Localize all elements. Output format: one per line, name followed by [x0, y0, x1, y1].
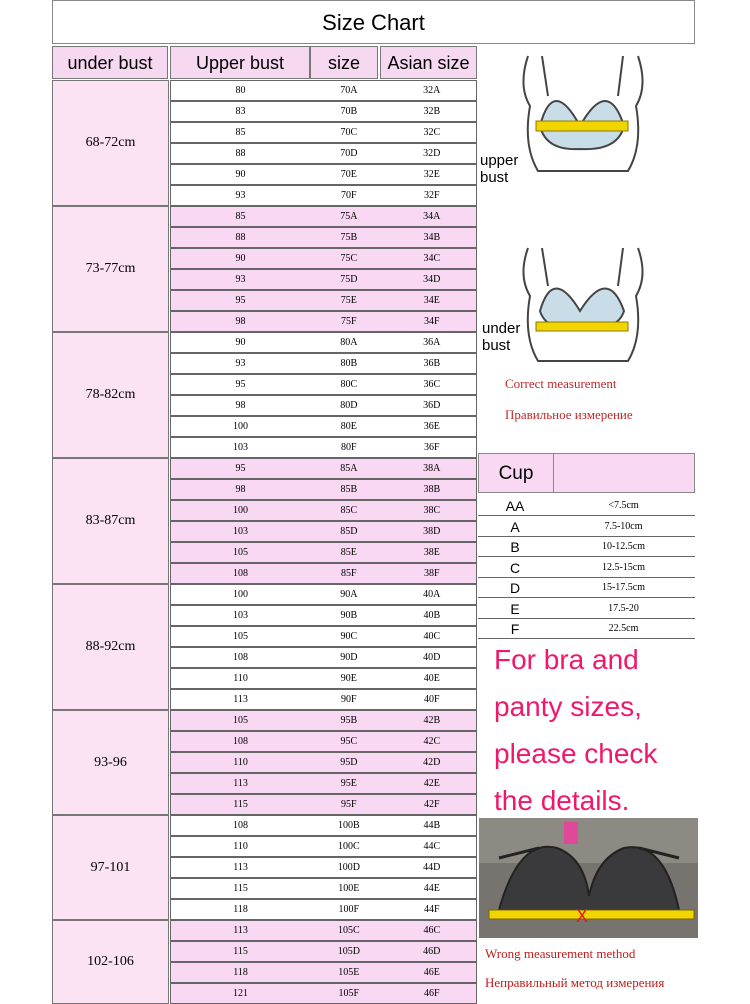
upper-bust-cell: 95 [235, 379, 246, 390]
upper-bust-cell: 115 [233, 883, 248, 894]
size-cell: 95D [340, 757, 358, 768]
size-cell: 70A [340, 85, 358, 96]
correct-measurement-ru: Правильное измерение [505, 407, 633, 422]
asian-size-cell: 32E [423, 169, 440, 180]
size-cell: 90F [341, 694, 357, 705]
under-bust-group: 78-82cm [52, 332, 169, 458]
table-row [170, 920, 477, 941]
asian-size-cell: 36B [423, 358, 441, 369]
cup-row [478, 496, 695, 516]
table-row [170, 101, 477, 122]
size-cell: 70D [340, 148, 358, 159]
size-cell: 80A [340, 337, 358, 348]
size-cell: 75C [340, 253, 358, 264]
size-cell: 85E [340, 547, 357, 558]
asian-size-cell: 32C [423, 127, 441, 138]
table-row [170, 164, 477, 185]
size-cell: 80F [341, 442, 357, 453]
size-cell: 100D [337, 862, 360, 873]
table-row [170, 752, 477, 773]
table-row [170, 983, 477, 1004]
table-row [170, 647, 477, 668]
asian-size-cell: 46C [423, 925, 441, 936]
upper-bust-cell: 93 [235, 190, 246, 201]
upper-bust-cell: 103 [233, 610, 249, 621]
cup-letter: D [509, 580, 521, 596]
asian-size-cell: 32D [423, 148, 441, 159]
asian-size-cell: 42C [423, 736, 441, 747]
table-row [170, 815, 477, 836]
size-cell: 75A [340, 211, 358, 222]
asian-size-cell: 36D [423, 400, 441, 411]
table-row [170, 857, 477, 878]
asian-size-cell: 38F [424, 568, 440, 579]
header-under-bust: under bust [52, 46, 168, 79]
table-row [170, 374, 477, 395]
size-cell: 85F [341, 568, 357, 579]
wrong-measurement-en: Wrong measurement method [485, 946, 636, 961]
table-row [170, 80, 477, 101]
upper-bust-cell: 121 [233, 988, 249, 999]
bra-photo-icon [479, 818, 698, 938]
size-cell: 85A [340, 463, 358, 474]
asian-size-cell: 38C [423, 505, 441, 516]
correct-measurement-en: Correct measurement [505, 376, 617, 391]
asian-size-cell: 42B [423, 715, 441, 726]
upper-bust-cell: 93 [235, 358, 246, 369]
upper-bust-cell: 88 [235, 148, 246, 159]
size-cell: 85B [340, 484, 358, 495]
under-bust-group: 93-96 [52, 710, 169, 815]
upper-bust-cell: 105 [233, 631, 249, 642]
size-cell: 90A [340, 589, 358, 600]
cup-difference: 15-17.5cm [601, 582, 646, 593]
table-row [170, 311, 477, 332]
size-cell: 85C [340, 505, 358, 516]
asian-size-cell: 40E [423, 673, 440, 684]
size-cell: 75E [340, 295, 357, 306]
table-row [170, 941, 477, 962]
table-row [170, 542, 477, 563]
size-cell: 70B [340, 106, 358, 117]
table-row [170, 227, 477, 248]
asian-size-cell: 36E [423, 421, 440, 432]
cup-difference: 7.5-10cm [604, 520, 643, 532]
upper-bust-cell: 113 [233, 694, 248, 705]
table-row [170, 290, 477, 311]
cup-row [478, 558, 695, 578]
asian-size-cell: 46E [423, 967, 440, 978]
asian-size-cell: 44D [423, 862, 441, 873]
asian-size-cell: 34E [423, 295, 440, 306]
upper-bust-cell: 98 [235, 484, 246, 495]
under-bust-group: 83-87cm [52, 458, 169, 584]
table-row [170, 437, 477, 458]
table-row [170, 668, 477, 689]
upper-bust-cell: 118 [233, 967, 248, 978]
upper-bust-cell: 93 [235, 274, 246, 285]
asian-size-cell: 34F [424, 316, 440, 327]
under-bust-group: 102-106 [52, 920, 169, 1004]
table-row [170, 269, 477, 290]
asian-size-cell: 38E [423, 547, 440, 558]
table-row [170, 458, 477, 479]
asian-size-cell: 42D [423, 757, 441, 768]
upper-bust-cell: 110 [233, 757, 248, 768]
table-row [170, 479, 477, 500]
asian-size-cell: 36A [423, 337, 441, 348]
asian-size-cell: 40B [423, 610, 441, 621]
asian-size-cell: 32B [423, 106, 441, 117]
upper-bust-cell: 85 [235, 211, 246, 222]
asian-size-cell: 46F [424, 988, 440, 999]
table-row [170, 626, 477, 647]
table-row [170, 416, 477, 437]
cup-letter: A [510, 518, 520, 535]
asian-size-cell: 42F [424, 799, 440, 810]
wrong-mark: X [576, 906, 589, 926]
wrong-measurement-ru: Неправильный метод измерения [485, 975, 665, 990]
size-cell: 80E [340, 421, 357, 432]
asian-size-cell: 36C [423, 379, 441, 390]
cup-row [478, 578, 695, 598]
upper-bust-cell: 95 [235, 295, 246, 306]
size-cell: 90D [340, 652, 358, 663]
under-bust-group: 73-77cm [52, 206, 169, 332]
asian-size-cell: 36F [424, 442, 440, 453]
table-row [170, 332, 477, 353]
upper-bust-cell: 115 [233, 799, 248, 810]
asian-size-cell: 38D [423, 526, 441, 537]
upper-bust-cell: 103 [233, 526, 249, 537]
size-cell: 100F [338, 904, 360, 915]
size-cell: 100B [338, 820, 360, 831]
asian-size-cell: 46D [423, 946, 441, 957]
size-cell: 90B [340, 610, 358, 621]
asian-size-cell: 40C [423, 631, 441, 642]
table-row [170, 122, 477, 143]
upper-bust-cell: 95 [235, 463, 246, 474]
size-cell: 100E [338, 883, 360, 894]
table-row [170, 395, 477, 416]
upper-bust-cell: 85 [235, 127, 246, 138]
upper-bust-cell: 98 [235, 316, 246, 327]
under-bust-group: 88-92cm [52, 584, 169, 710]
size-cell: 85D [340, 526, 358, 537]
upper-bust-cell: 88 [235, 232, 246, 243]
asian-size-cell: 42E [423, 778, 440, 789]
cup-difference: 17.5-20 [608, 602, 639, 614]
upper-bust-cell: 113 [233, 778, 248, 789]
asian-size-cell: 40F [424, 694, 440, 705]
size-cell: 100C [338, 841, 360, 852]
upper-bust-cell: 110 [233, 673, 248, 684]
asian-size-cell: 44E [423, 883, 440, 894]
table-row [170, 143, 477, 164]
table-row [170, 962, 477, 983]
table-row [170, 836, 477, 857]
size-cell: 80C [340, 379, 358, 390]
upper-bust-cell: 90 [235, 169, 246, 180]
upper-bust-cell: 113 [233, 862, 248, 873]
asian-size-cell: 32F [424, 190, 440, 201]
size-cell: 95C [340, 736, 358, 747]
cup-row [478, 537, 695, 557]
size-cell: 75D [340, 274, 358, 285]
upper-bust-cell: 108 [233, 652, 249, 663]
asian-size-cell: 40D [423, 652, 441, 663]
upper-bust-cell: 108 [233, 736, 249, 747]
asian-size-cell: 32A [423, 85, 441, 96]
table-row [170, 878, 477, 899]
cup-difference: 10-12.5cm [601, 541, 646, 552]
asian-size-cell: 34C [423, 253, 441, 264]
size-cell: 70C [340, 127, 358, 138]
upper-bust-cell: 100 [233, 505, 249, 516]
size-cell: 95B [340, 715, 358, 726]
cup-difference: <7.5cm [608, 500, 639, 511]
upper-bust-label: upper bust [480, 152, 519, 186]
upper-bust-cell: 80 [235, 85, 246, 96]
asian-size-cell: 38A [423, 463, 441, 474]
table-row [170, 563, 477, 584]
table-row [170, 248, 477, 269]
size-cell: 80B [340, 358, 358, 369]
size-cell: 80D [340, 400, 358, 411]
under-bust-group: 97-101 [52, 815, 169, 920]
upper-bust-cell: 110 [233, 841, 248, 852]
cup-difference: 12.5-15cm [601, 561, 646, 573]
upper-bust-cell: 100 [233, 589, 249, 600]
upper-bust-cell: 108 [233, 820, 249, 831]
size-cell: 105C [338, 925, 360, 936]
size-cell: 105F [338, 988, 360, 999]
header-size: size [310, 46, 378, 79]
cup-row [478, 599, 695, 619]
upper-bust-cell: 100 [233, 421, 249, 432]
size-cell: 75B [340, 232, 358, 243]
table-row [170, 689, 477, 710]
size-note: For bra and panty sizes, please check the details. [494, 644, 658, 816]
table-row [170, 584, 477, 605]
cup-letter: B [510, 539, 520, 555]
upper-bust-cell: 98 [235, 400, 246, 411]
cup-letter: C [509, 559, 521, 576]
table-row [170, 521, 477, 542]
upper-bust-cell: 103 [233, 442, 249, 453]
under-bust-group: 68-72cm [52, 80, 169, 206]
table-row [170, 500, 477, 521]
size-cell: 75F [341, 316, 357, 327]
size-cell: 70E [340, 169, 357, 180]
table-row [170, 605, 477, 626]
size-cell: 90C [340, 631, 358, 642]
cup-difference: 22.5cm [608, 623, 639, 634]
asian-size-cell: 44B [423, 820, 441, 831]
table-row [170, 794, 477, 815]
header-asian-size: Asian size [380, 46, 477, 79]
table-row [170, 206, 477, 227]
cup-letter: AA [505, 498, 525, 514]
upper-bust-cell: 118 [233, 904, 248, 915]
page-title: Size Chart [52, 0, 695, 44]
measurement-illustration [478, 46, 695, 450]
size-cell: 95E [340, 778, 357, 789]
table-row [170, 899, 477, 920]
cup-header-label: Cup [479, 454, 554, 492]
upper-bust-cell: 90 [235, 337, 246, 348]
upper-bust-cell: 105 [233, 715, 249, 726]
asian-size-cell: 44C [423, 841, 441, 852]
cup-letter: F [510, 621, 520, 637]
table-row [170, 710, 477, 731]
asian-size-cell: 34B [423, 232, 441, 243]
upper-bust-cell: 83 [235, 106, 246, 117]
upper-bust-cell: 113 [233, 925, 248, 936]
table-row [170, 185, 477, 206]
size-cell: 70F [341, 190, 357, 201]
cup-letter: E [510, 600, 520, 617]
table-row [170, 731, 477, 752]
table-row [170, 353, 477, 374]
asian-size-cell: 44F [424, 904, 440, 915]
asian-size-cell: 34D [423, 274, 441, 285]
upper-bust-cell: 105 [233, 547, 249, 558]
upper-bust-cell: 108 [233, 568, 249, 579]
asian-size-cell: 34A [423, 211, 441, 222]
upper-bust-cell: 115 [233, 946, 248, 957]
asian-size-cell: 38B [423, 484, 441, 495]
cup-row [478, 517, 695, 537]
size-cell: 90E [340, 673, 357, 684]
asian-size-cell: 40A [423, 589, 441, 600]
size-cell: 105D [337, 946, 360, 957]
cup-header [478, 453, 695, 493]
upper-bust-cell: 90 [235, 253, 246, 264]
under-bust-label: under bust [482, 320, 521, 354]
size-cell: 95F [341, 799, 357, 810]
header-upper-bust: Upper bust [170, 46, 310, 79]
table-row [170, 773, 477, 794]
size-cell: 105E [338, 967, 360, 978]
wrong-measurement-photo [479, 818, 698, 938]
